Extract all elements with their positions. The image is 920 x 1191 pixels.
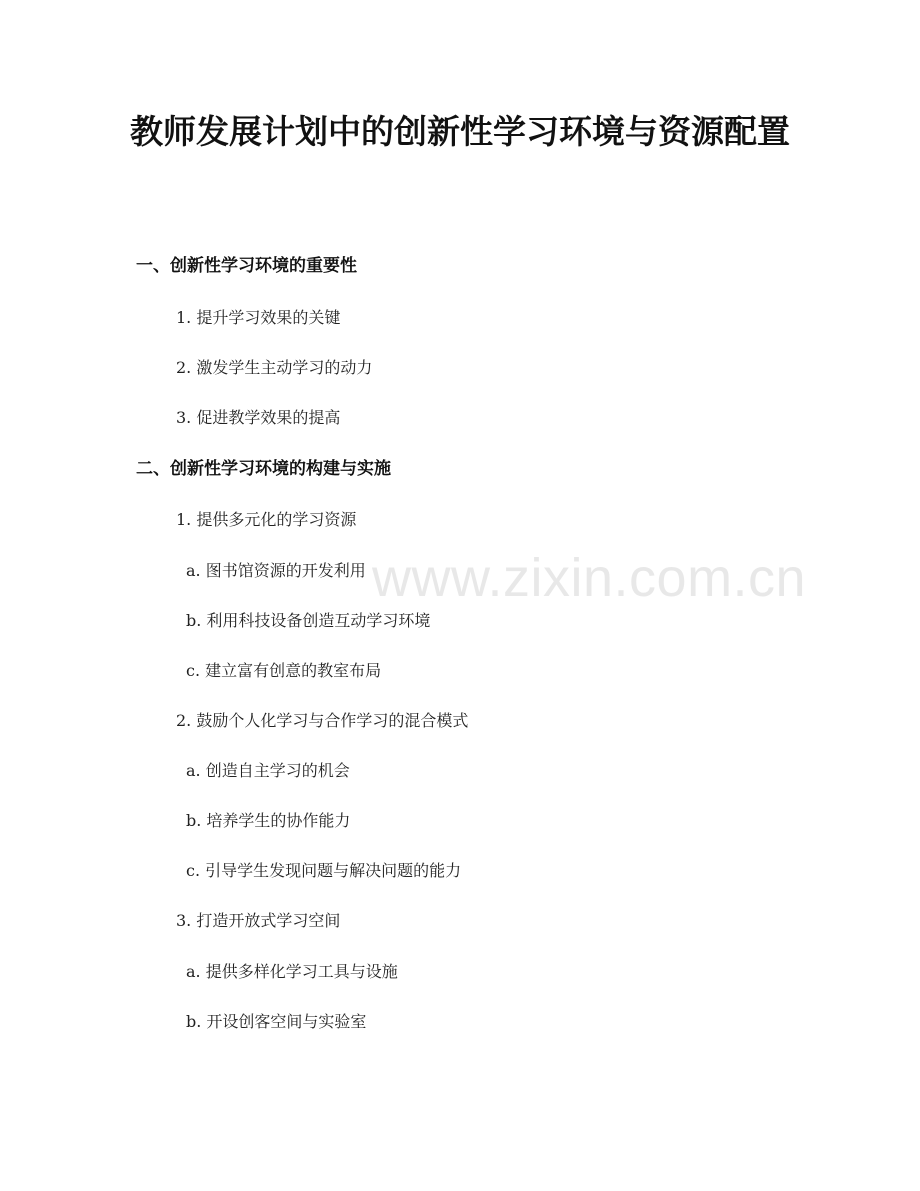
list-item: 1. 提升学习效果的关键 (176, 308, 341, 327)
sub-list-item: a. 图书馆资源的开发利用 (186, 561, 366, 580)
list-item: 2. 激发学生主动学习的动力 (176, 358, 373, 377)
sub-list-item: c. 引导学生发现问题与解决问题的能力 (186, 861, 462, 880)
document-title: 教师发展计划中的创新性学习环境与资源配置 (130, 112, 790, 151)
sub-list-item: b. 培养学生的协作能力 (186, 811, 351, 830)
list-item: 2. 鼓励个人化学习与合作学习的混合模式 (176, 711, 469, 730)
list-item: 3. 促进教学效果的提高 (176, 408, 341, 427)
section-heading-importance: 一、创新性学习环境的重要性 (136, 256, 357, 276)
sub-list-item: a. 提供多样化学习工具与设施 (186, 962, 398, 981)
sub-list-item: b. 开设创客空间与实验室 (186, 1012, 367, 1031)
sub-list-item: c. 建立富有创意的教室布局 (186, 661, 382, 680)
list-item: 1. 提供多元化的学习资源 (176, 510, 357, 529)
section-heading-construction: 二、创新性学习环境的构建与实施 (136, 459, 391, 479)
sub-list-item: a. 创造自主学习的机会 (186, 761, 350, 780)
watermark-text: www.zixin.com.cn (372, 548, 807, 608)
sub-list-item: b. 利用科技设备创造互动学习环境 (186, 611, 431, 630)
list-item: 3. 打造开放式学习空间 (176, 911, 341, 930)
